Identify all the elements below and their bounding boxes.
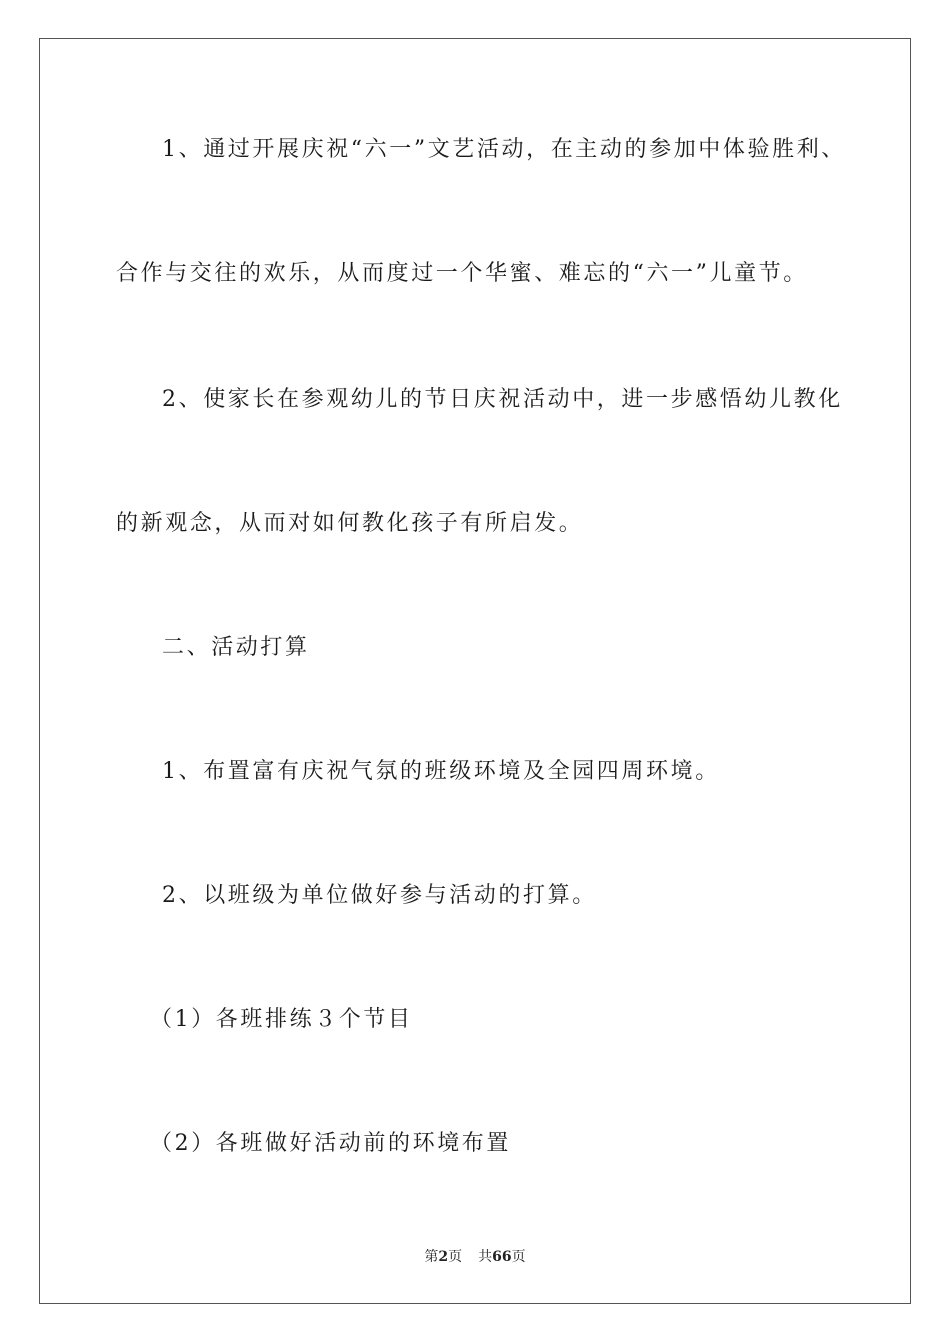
page-footer (0, 1248, 950, 1266)
paragraph-line-3: 2、使家长在参观幼儿的节日庆祝活动中，进一步感悟幼儿教化 (162, 387, 843, 412)
footer-page-number: 2 (438, 1249, 449, 1265)
list-item-2: 2、以班级为单位做好参与活动的打算。 (162, 883, 597, 908)
paragraph-line-1: 1、通过开展庆祝“六一”文艺活动，在主动的参加中体验胜利、 (162, 137, 846, 162)
footer-total-suffix: 页 (511, 1249, 526, 1265)
sub-item-1: （1）各班排练３个节目 (150, 1007, 413, 1032)
footer-page-prefix: 第 (424, 1249, 439, 1265)
section-heading: 二、活动打算 (162, 635, 310, 660)
sub-item-2: （2）各班做好活动前的环境布置 (150, 1131, 511, 1156)
footer-total-prefix: 共 (478, 1249, 493, 1265)
paragraph-line-2: 合作与交往的欢乐，从而度过一个华蜜、难忘的“六一”儿童节。 (116, 261, 808, 286)
footer-page-suffix: 页 (448, 1249, 463, 1265)
paragraph-line-4: 的新观念，从而对如何教化孩子有所启发。 (116, 511, 584, 536)
page-frame (39, 38, 911, 1304)
list-item-1: 1、布置富有庆祝气氛的班级环境及全园四周环境。 (162, 759, 720, 784)
footer-total-pages: 66 (492, 1249, 512, 1265)
